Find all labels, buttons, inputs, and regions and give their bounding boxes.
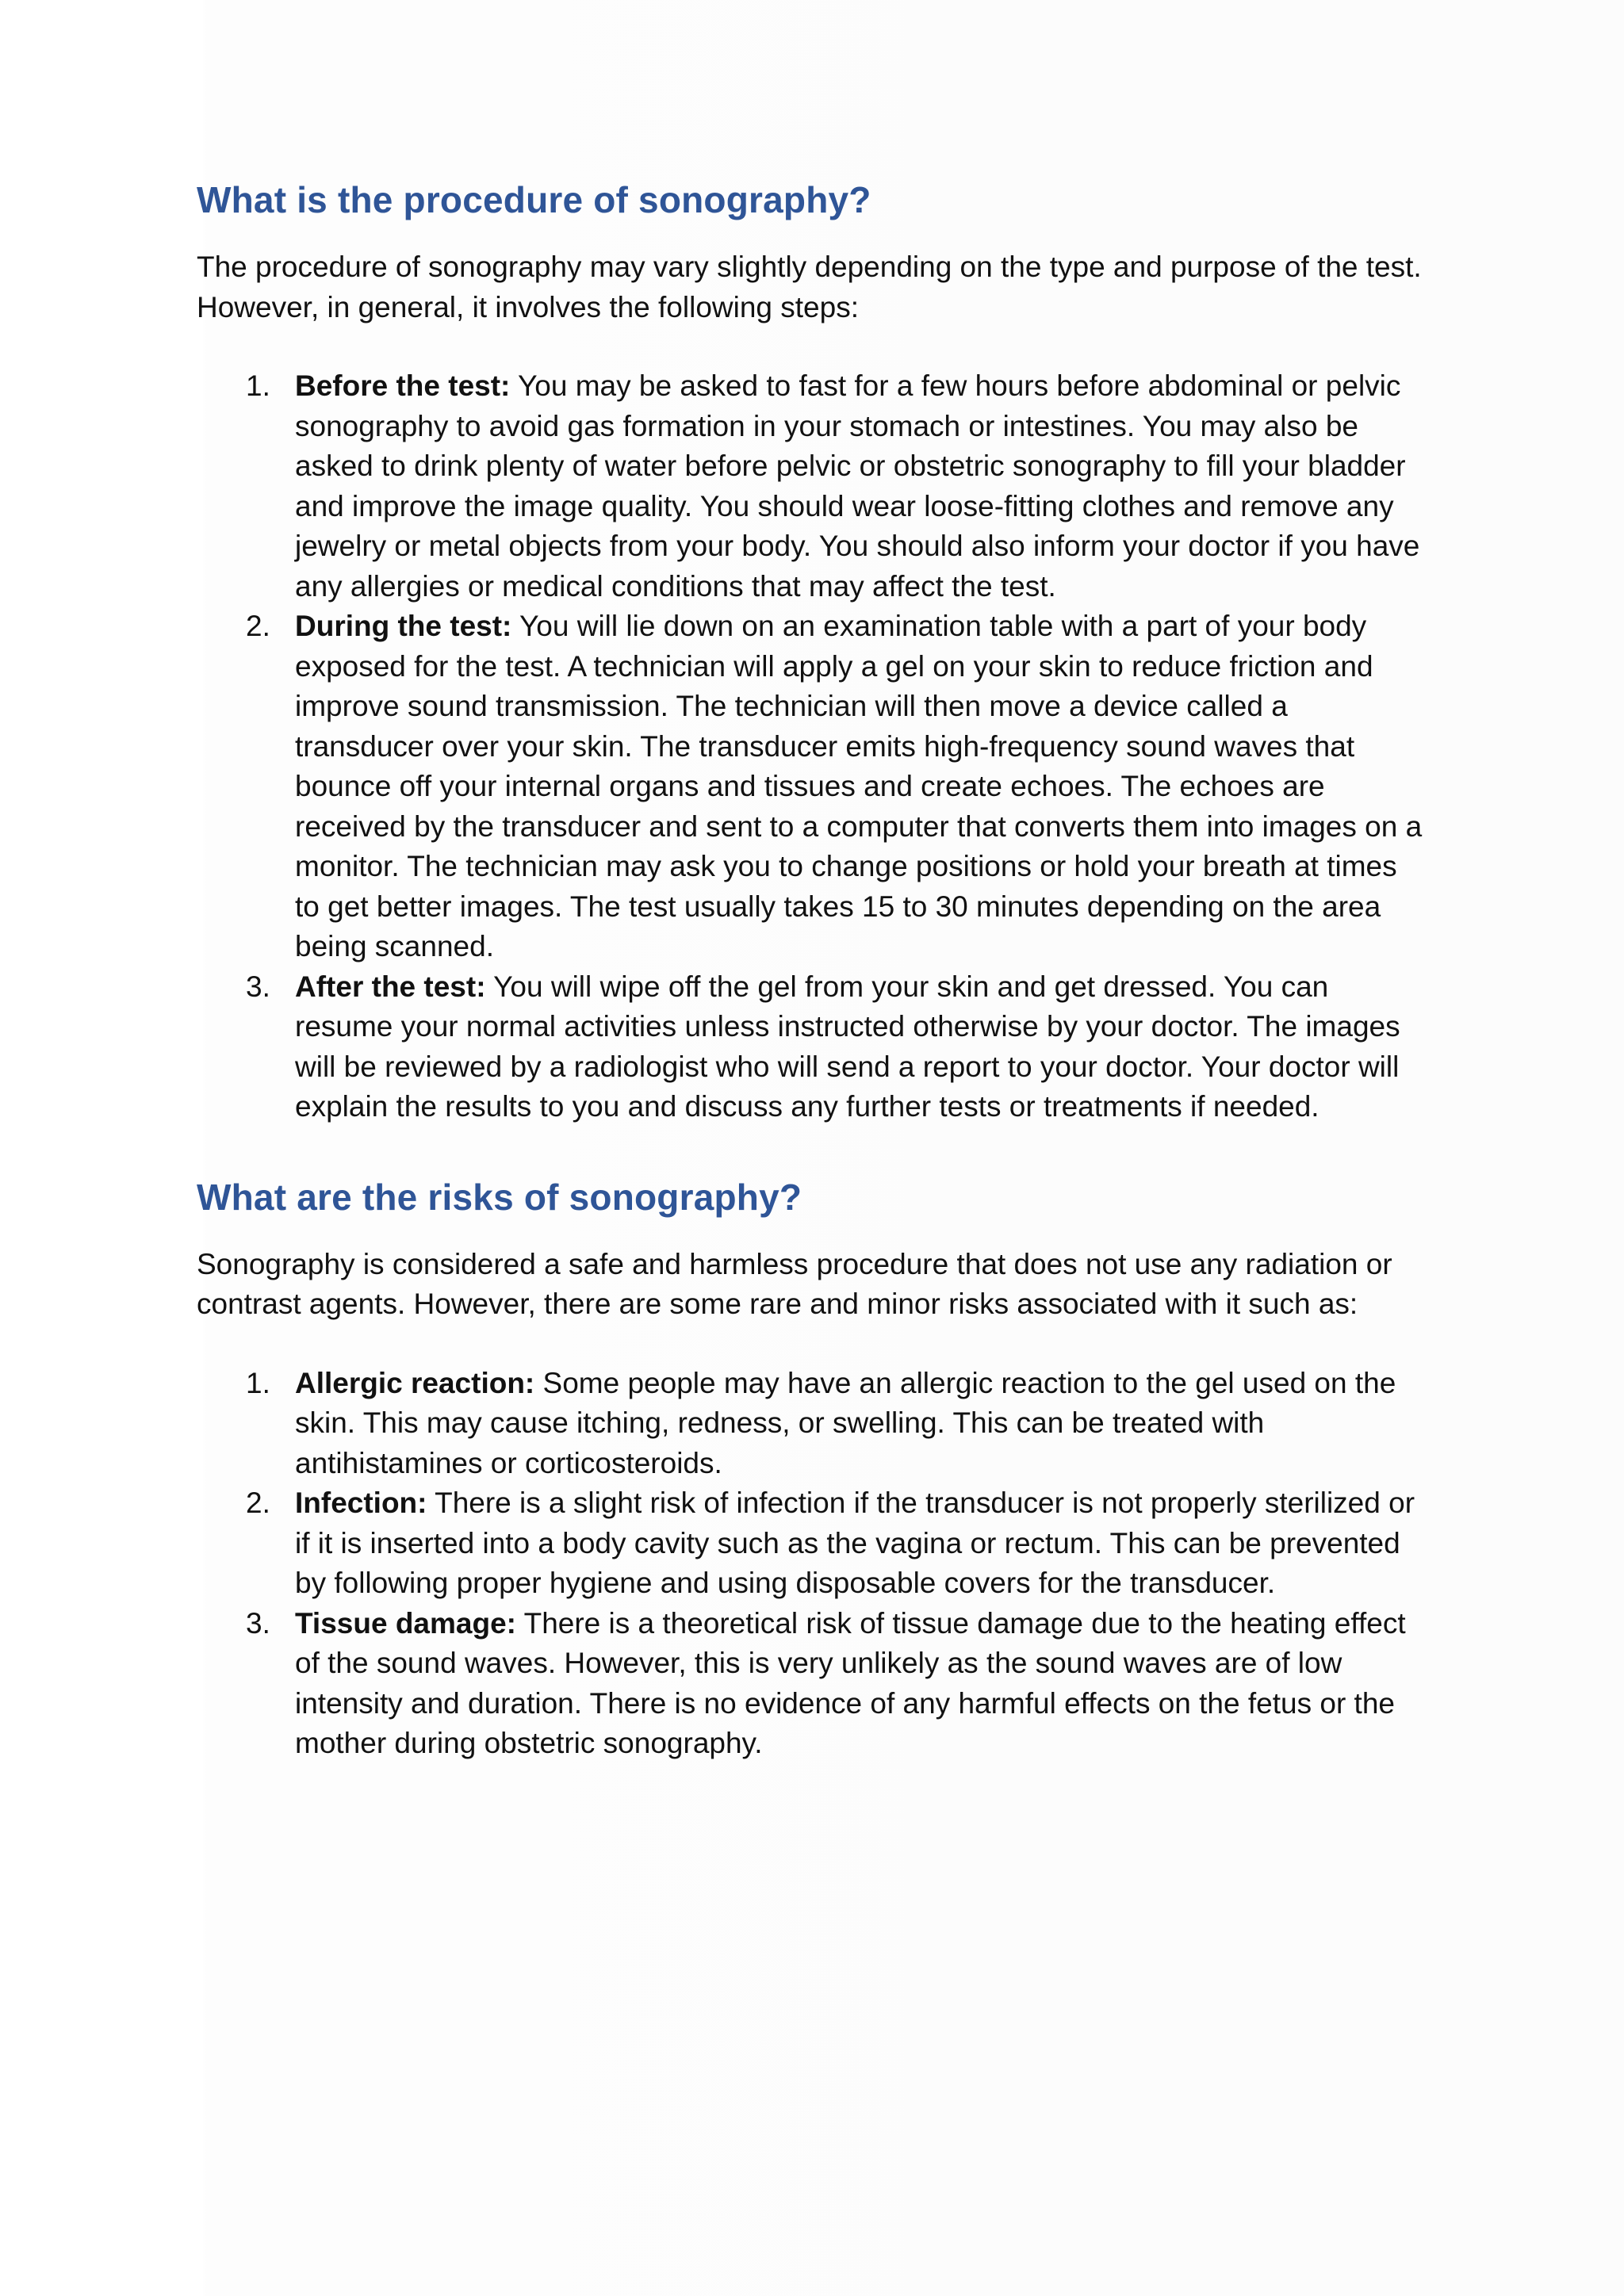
risks-heading: What are the risks of sonography? [197,1176,802,1218]
risks-intro: Sonography is considered a safe and harmless procedure that does not use any radiation or contrast agents. However, there are some rare and minor risks associated with it such as: [197,1247,1392,1320]
list-item-text: There is a theoretical risk of tissue damage due to the heating effect of the sound waves. However, this is very unlikely as the sound waves are of low intensity and duration. There is no evidence of any harmful effects on the fetus or the mother during obstetric sonography. [295,1606,1406,1759]
risks-list [197,1364,1434,1764]
list-item [197,1483,1429,1604]
list-item-text: There is a slight risk of infection if the transducer is not properly sterilized or if it is inserted into a body cavity such as the vagina or rectum. This can be prevented by following proper hygiene and using disposable covers for the transducer. [295,1487,1415,1599]
document-content [197,176,1434,1764]
list-item-number: 3. [246,970,270,1003]
list-item-number: 3. [246,1606,270,1640]
procedure-steps-list [197,366,1434,1127]
list-item [197,967,1429,1127]
risks-section [197,1173,1434,1764]
procedure-section [197,176,1434,1127]
procedure-heading: What is the procedure of sonography? [197,179,871,220]
list-item-text: Some people may have an allergic reaction to the gel used on the skin. This may cause itching, redness, or swelling. This can be treated with antihistamines or corticosteroids. [295,1366,1396,1479]
list-item [197,1364,1429,1484]
list-item [197,1604,1429,1764]
list-item-text: You may be asked to fast for a few hours before abdominal or pelvic sonography to avoid gas formation in your stomach or intestines. You may also be asked to drink plenty of water before pelvic or obstetric sonography to fill your bladder and improve the image quality. You should wear loose-fitting clothes and remove any jewelry or metal objects from your body. You should also inform your doctor if you have any allergies or medical conditions that may affect the test. [295,369,1420,603]
list-item-number: 1. [246,1366,270,1399]
list-item-term: After the test: [295,970,486,1003]
list-item-term: During the test: [295,610,512,642]
list-item-number: 2. [246,610,270,642]
list-item [197,607,1429,967]
list-item-number: 2. [246,1487,270,1519]
list-item-text: You will lie down on an examination table with a part of your body exposed for the test. A technician will apply a gel on your skin to reduce friction and improve sound transmission. The technician will then move a device called a transducer over your skin. The transducer emits high-frequency sound waves that bounce off your internal organs and tissues and create echoes. The echoes are received by the transducer and sent to a computer that converts them into images on a monitor. The technician may ask you to change positions or hold your breath at times to get better images. The test usually takes 15 to 30 minutes depending on the area being scanned. [295,610,1423,962]
list-item [197,366,1429,607]
procedure-intro: The procedure of sonography may vary slightly depending on the type and purpose of the test. However, in general, it involves the following steps: [197,251,1422,323]
list-item-term: Infection: [295,1487,427,1519]
list-item-text: You will wipe off the gel from your skin and get dressed. You can resume your normal activities unless instructed otherwise by your doctor. The images will be reviewed by a radiologist who will send a report to your doctor. Your doctor will explain the results to you and discuss any further tests or treatments if needed. [295,970,1400,1123]
list-item-number: 1. [246,369,270,402]
list-item-term: Tissue damage: [295,1606,516,1640]
list-item-term: Before the test: [295,369,511,402]
list-item-term: Allergic reaction: [295,1366,535,1399]
